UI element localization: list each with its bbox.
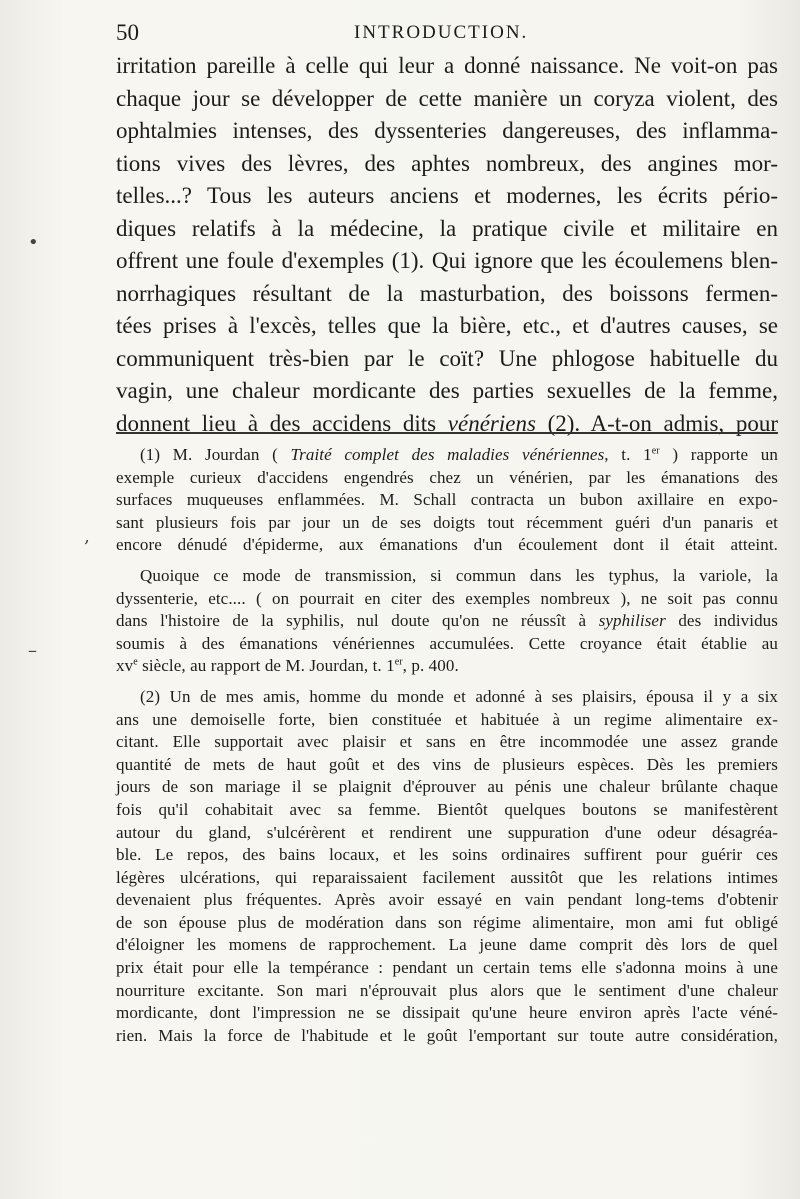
footnote-line: fois qu'il cohabitait avec sa femme. Bientôt quelques boutons se manifestèrent — [116, 799, 778, 819]
footnote-line: quantité de mets de haut goût et des vins de plusieurs espèces. Dès les premiers — [116, 754, 778, 774]
body-line: diques relatifs à la médecine, la pratique civile et militaire en — [116, 215, 778, 241]
body-line: tions vives des lèvres, des aphtes nombreux, des angines mor- — [116, 150, 778, 176]
body-line: tées prises à l'excès, telles que la bière, etc., et d'autres causes, se — [116, 313, 778, 338]
page-number: 50 — [116, 20, 139, 45]
footnote-line: citant. Elle supportait avec plaisir et sans en être incommodée une assez grande — [116, 732, 778, 752]
body-line: offrent une foule d'exemples (1). Qui ignore que les écoulemens blen- — [116, 248, 778, 273]
body-line: norrhagiques résultant de la masturbation, des boissons fermen- — [116, 280, 778, 306]
footnote-line: légères ulcérations, qui reparaissaient facilement aussitôt que les relations intimes — [116, 867, 778, 887]
footnote-line: ans une demoiselle forte, bien constituée et habituée à un regime alimentaire ex- — [116, 709, 778, 729]
footnote-rule — [116, 432, 778, 434]
footnote-line: jours de son mariage il se plaignit d'éprouver au pénis une chaleur brûlante chaque — [116, 777, 778, 797]
italic-term: syphiliser — [598, 611, 666, 631]
body-line: telles...? Tous les auteurs anciens et modernes, les écrits pério- — [116, 183, 778, 208]
body-line: chaque jour se développer de cette manière un coryza violent, des — [116, 85, 778, 111]
footnote-line: encore dénudé d'épiderme, aux émanations d'un écoulement dont il était atteint. — [116, 535, 778, 555]
footnote-line: exemple curieux d'accidens engendrés chez un vénérien, par les émanations des — [116, 467, 778, 487]
footnote-line: rien. Mais la force de l'habitude et le goût l'emportant sur toute autre considération, — [116, 1025, 778, 1045]
footnote-line: sant plusieurs fois par jour un de ses doigts tout récemment guéri d'un panaris et — [116, 512, 778, 532]
footnote-2-first-line: (2) Un de mes amis, homme du monde et adonné à ses plaisirs, épousa il y a six — [140, 686, 778, 706]
body-line: irritation pareille à celle qui leur a donné naissance. Ne voit-on pas — [116, 53, 778, 78]
body-line: vagin, une chaleur mordicante des parties sexuelles de la femme, — [116, 378, 778, 403]
italic-title: Traité complet des maladies vénériennes — [290, 445, 605, 464]
footnote-line: autour du gland, s'ulcérèrent et rendirent une suppuration d'une odeur désagréa- — [116, 822, 778, 842]
margin-mark: ‚ — [84, 526, 90, 547]
body-line: ophtalmies intenses, des dyssenteries dangereuses, des inflamma- — [116, 118, 778, 143]
main-text — [116, 50, 778, 440]
footnote-line: de son épouse plus de modération dans son régime alimentaire, mon ami fut obligé — [116, 912, 778, 932]
footnote-line: $xv^e$ siècle, au rapport de M. Jourdan, t. 1er, p. 400. — [116, 656, 459, 676]
footnote-line: ble. Le repos, des bains locaux, et les soins ordinaires suffirent pour guérir ces — [116, 845, 778, 865]
footnote-line: mordicante, dont l'impression ne se dissipait qu'une heure environ après l'acte véné- — [116, 1003, 778, 1023]
footnote-line: nourriture excitante. Son mari n'éprouvait plus alors que le sentiment d'une chaleur — [116, 980, 778, 1000]
body-line-last: donnent lieu à des accidens dits vénériens (2). A-t-on admis, pour — [116, 410, 778, 436]
footnote-1-first-line: (1) M. Jourdan ( Traité complet des maladies vénériennes, t. 1er ) rapporte un — [140, 445, 778, 464]
footnote-line: dyssenterie, etc.... ( on pourrait en citer des exemples nombreux ), ne soit pas connu — [116, 588, 778, 608]
footnote-line: dans l'histoire de la syphilis, nul doute qu'on ne réussît à syphiliser des individus — [116, 611, 778, 631]
body-line: communiquent très-bien par le coït? Une phlogose habituelle du — [116, 345, 778, 371]
footnote-line: prix était pour elle la tempérance : pendant un certain tems elle s'adonna moins à une — [116, 958, 778, 978]
page-header — [116, 20, 776, 50]
margin-mark: – — [28, 640, 37, 661]
footnote-line: Quoique ce mode de transmission, si commun dans les typhus, la variole, la — [140, 565, 778, 585]
footnote-line: d'éloigner les momens de rapprochement. La jeune dame comprit dès lors de quel — [116, 935, 778, 955]
italic-term: vénériens — [447, 410, 536, 436]
footnote-line: surfaces muqueuses enflammées. M. Schall contracta un bubon axillaire en expo- — [116, 490, 778, 510]
footnote-line: devenaient plus fréquentes. Après avoir essayé en vain pendant long-tems d'obtenir — [116, 890, 778, 910]
footnote-line: soumis à des émanations vénériennes accumulées. Cette croyance était établie au — [116, 633, 778, 653]
running-title: INTRODUCTION. — [354, 22, 529, 43]
footnotes — [116, 444, 778, 1047]
margin-mark: • — [28, 232, 39, 253]
